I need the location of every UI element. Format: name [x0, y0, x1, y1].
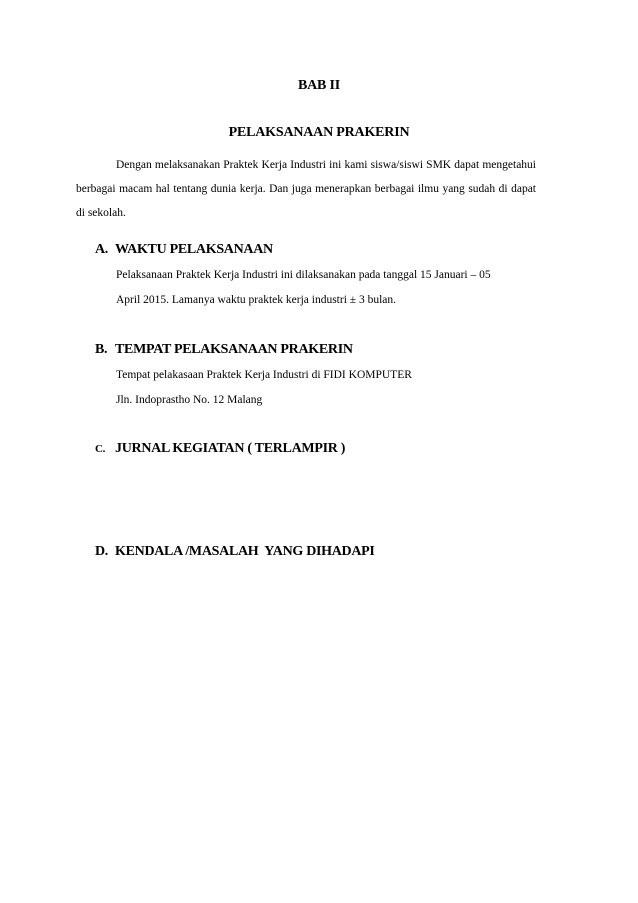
section-heading [95, 441, 545, 457]
chapter-heading: BAB II [298, 78, 340, 93]
body-line: Jln. Indoprastho No. 12 Malang [116, 394, 263, 406]
section-title: WAKTU PELAKSANAAN [115, 242, 273, 257]
chapter-title: PELAKSANAAN PRAKERIN [228, 125, 410, 140]
section-waktu-pelaksanaan [95, 242, 545, 313]
section-jurnal-kegiatan [95, 441, 545, 457]
section-letter: A. [95, 242, 109, 257]
intro-paragraph: Dengan melaksanakan Praktek Kerja Industri ini kami siswa/siswi SMK dapat mengetahui berbagai macam hal tentang dunia kerja. Dan juga menerapkan berbagai ilmu yang sudah di dapat di sekolah. [76, 159, 536, 219]
section-title: TEMPAT PELAKSANAAN PRAKERIN [115, 342, 353, 357]
section-kendala-masalah [95, 544, 545, 560]
section-letter: B. [95, 342, 108, 357]
section-title: KENDALA /MASALAH YANG DIHADAPI [115, 544, 375, 559]
section-body [116, 263, 536, 313]
section-heading [95, 544, 545, 560]
section-title: JURNAL KEGIATAN ( TERLAMPIR ) [115, 441, 346, 456]
section-heading [95, 242, 545, 258]
section-tempat-pelaksanaan [95, 342, 545, 413]
body-line: April 2015. Lamanya waktu praktek kerja industri ± 3 bulan. [116, 294, 397, 306]
section-letter: C. [95, 443, 106, 455]
section-letter: D. [95, 544, 109, 559]
section-body [116, 363, 536, 413]
section-heading [95, 342, 545, 358]
body-line: Pelaksanaan Praktek Kerja Industri ini dilaksanakan pada tanggal 15 Januari – 05 [116, 269, 491, 281]
body-line: Tempat pelakasaan Praktek Kerja Industri di FIDI KOMPUTER [116, 369, 412, 381]
